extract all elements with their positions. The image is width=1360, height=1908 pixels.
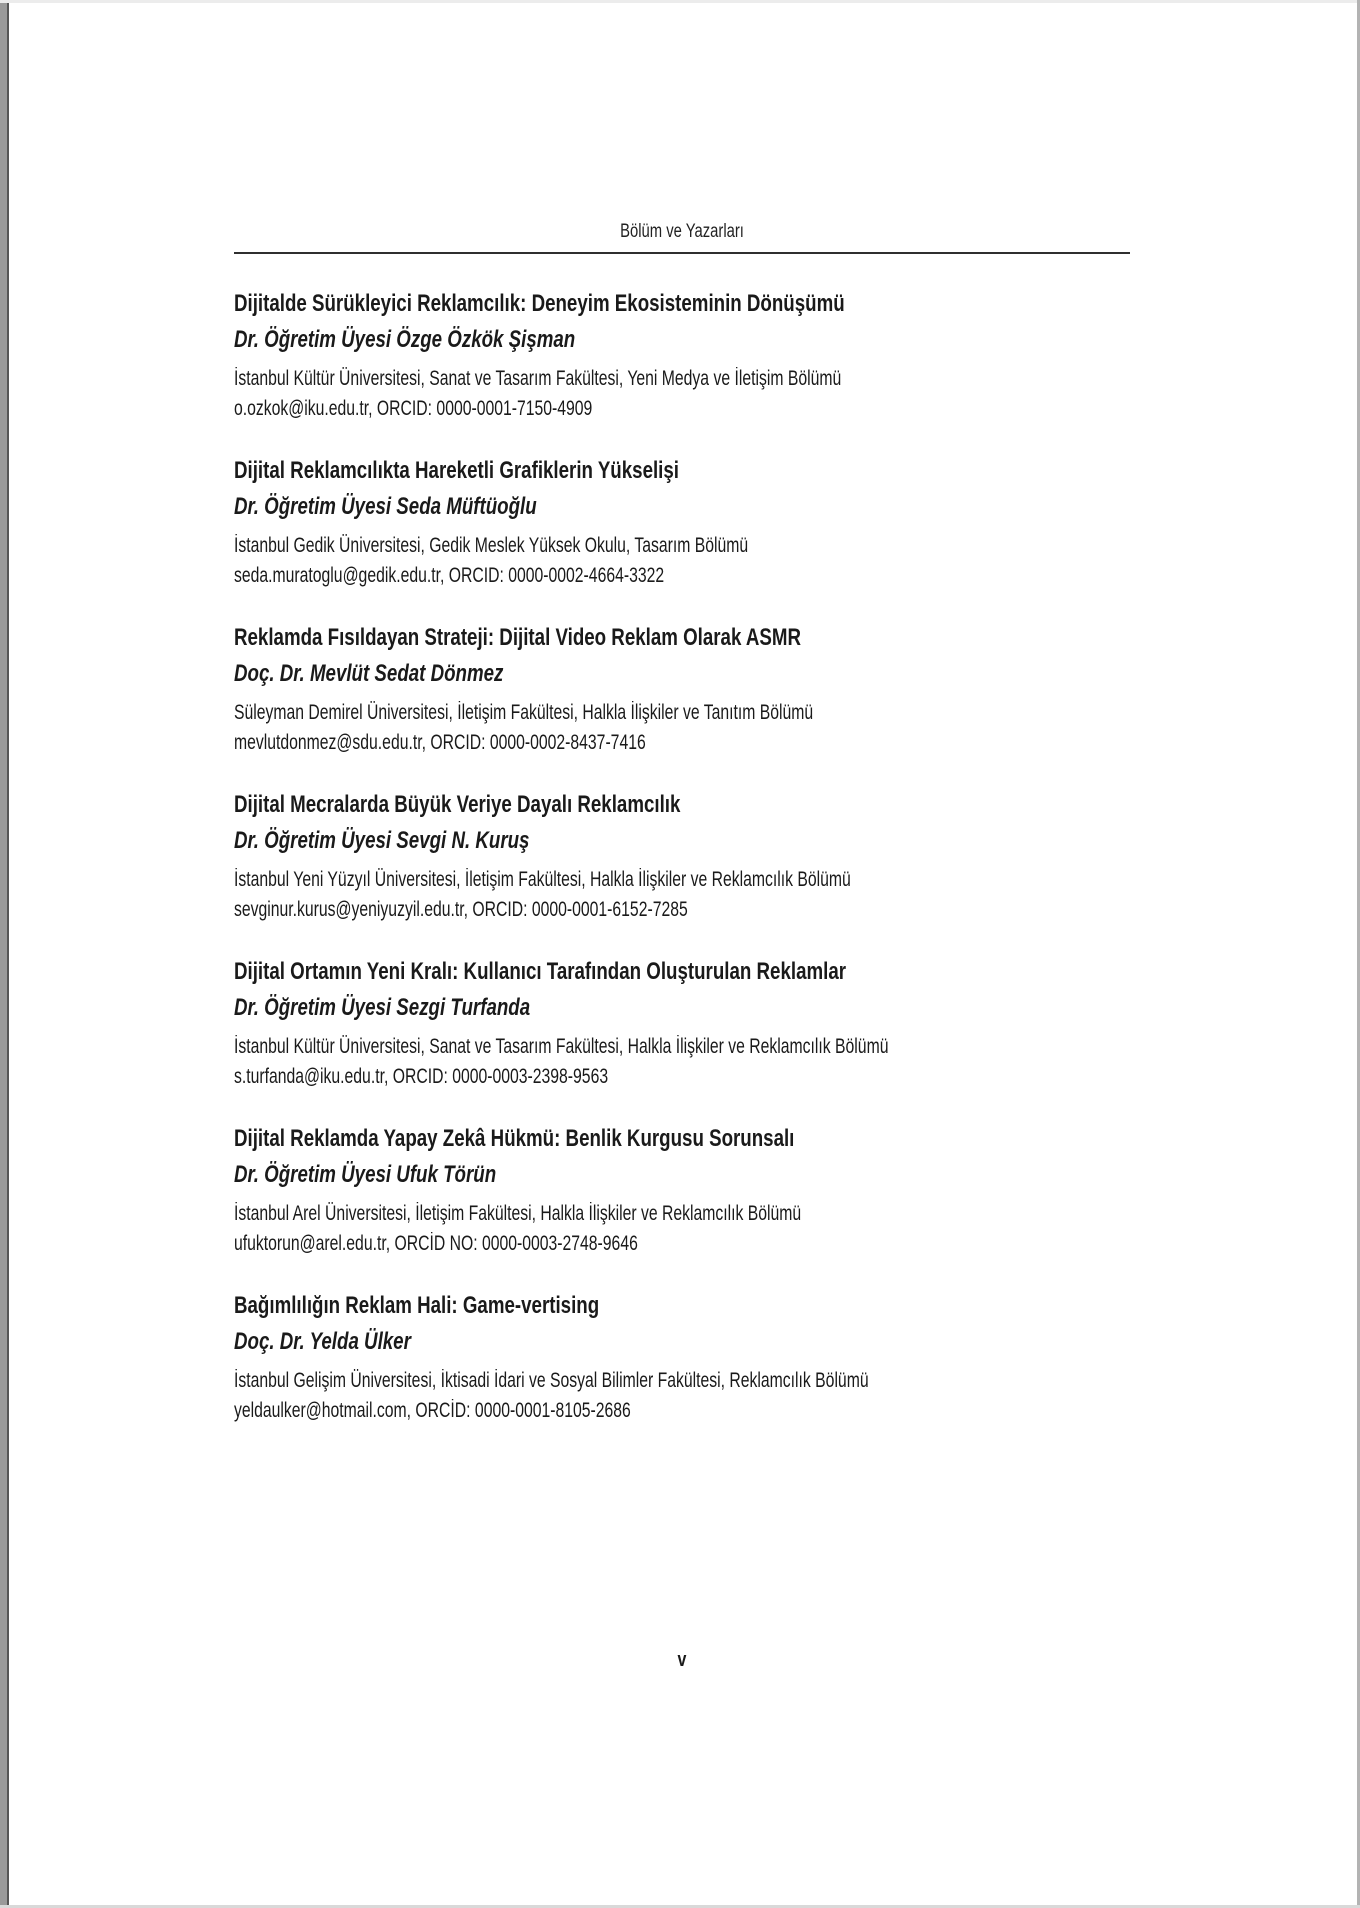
chapter-contact: o.ozkok@iku.edu.tr, ORCID: 0000-0001-7150-4909 [234, 397, 593, 420]
chapter-entry [234, 958, 1174, 1089]
chapter-contact: seda.muratoglu@gedik.edu.tr, ORCID: 0000-0002-4664-3322 [234, 564, 665, 587]
chapter-contact: sevginur.kurus@yeniyuzyil.edu.tr, ORCID: 0000-0001-6152-7285 [234, 898, 688, 921]
chapter-title: Dijital Ortamın Yeni Kralı: Kullanıcı Tarafından Oluşturulan Reklamlar [234, 958, 847, 985]
page-left-frame [0, 0, 7, 1908]
header-rule [234, 252, 1130, 254]
chapter-entry [234, 1292, 1174, 1423]
chapter-entry [234, 290, 1174, 421]
chapter-contact: ufuktorun@arel.edu.tr, ORCİD NO: 0000-0003-2748-9646 [234, 1232, 638, 1255]
chapter-title: Dijitalde Sürükleyici Reklamcılık: Deneyim Ekosisteminin Dönüşümü [234, 290, 845, 317]
page-top-edge [0, 0, 1360, 3]
chapter-entry [234, 1125, 1174, 1256]
chapter-affiliation: İstanbul Gedik Üniversitesi, Gedik Meslek Yüksek Okulu, Tasarım Bölümü [234, 534, 749, 557]
chapter-title: Dijital Mecralarda Büyük Veriye Dayalı Reklamcılık [234, 791, 681, 818]
chapter-affiliation: İstanbul Gelişim Üniversitesi, İktisadi İdari ve Sosyal Bilimler Fakültesi, Reklamcılık Bölümü [234, 1369, 869, 1392]
chapter-entry [234, 791, 1174, 922]
chapter-author: Doç. Dr. Mevlüt Sedat Dönmez [234, 660, 504, 687]
chapter-affiliation: İstanbul Arel Üniversitesi, İletişim Fakültesi, Halkla İlişkiler ve Reklamcılık Bölümü [234, 1202, 802, 1225]
chapter-author: Doç. Dr. Yelda Ülker [234, 1328, 411, 1355]
chapter-list [234, 290, 1174, 1459]
chapter-entry [234, 624, 1174, 755]
chapter-author: Dr. Öğretim Üyesi Özge Özkök Şişman [234, 326, 576, 353]
chapter-title: Bağımlılığın Reklam Hali: Game-vertising [234, 1292, 600, 1319]
chapter-title: Dijital Reklamcılıkta Hareketli Grafiklerin Yükselişi [234, 457, 680, 484]
chapter-author: Dr. Öğretim Üyesi Sezgi Turfanda [234, 994, 531, 1021]
chapter-affiliation: İstanbul Kültür Üniversitesi, Sanat ve Tasarım Fakültesi, Halkla İlişkiler ve Reklamcılık Bölümü [234, 1035, 889, 1058]
running-header: Bölüm ve Yazarları [620, 221, 744, 242]
chapter-contact: yeldaulker@hotmail.com, ORCİD: 0000-0001-8105-2686 [234, 1399, 631, 1422]
chapter-author: Dr. Öğretim Üyesi Seda Müftüoğlu [234, 493, 537, 520]
chapter-affiliation: İstanbul Kültür Üniversitesi, Sanat ve Tasarım Fakültesi, Yeni Medya ve İletişim Bölümü [234, 367, 842, 390]
chapter-contact: s.turfanda@iku.edu.tr, ORCID: 0000-0003-2398-9563 [234, 1065, 609, 1088]
chapter-affiliation: İstanbul Yeni Yüzyıl Üniversitesi, İletişim Fakültesi, Halkla İlişkiler ve Reklamcılık Bölümü [234, 868, 851, 891]
page-left-frame-line [7, 0, 9, 1908]
page-number: v [677, 1649, 687, 1671]
chapter-entry [234, 457, 1174, 588]
chapter-author: Dr. Öğretim Üyesi Ufuk Törün [234, 1161, 497, 1188]
chapter-title: Reklamda Fısıldayan Strateji: Dijital Video Reklam Olarak ASMR [234, 624, 802, 651]
chapter-author: Dr. Öğretim Üyesi Sevgi N. Kuruş [234, 827, 530, 854]
chapter-contact: mevlutdonmez@sdu.edu.tr, ORCID: 0000-0002-8437-7416 [234, 731, 646, 754]
chapter-title: Dijital Reklamda Yapay Zekâ Hükmü: Benlik Kurgusu Sorunsalı [234, 1125, 795, 1152]
chapter-affiliation: Süleyman Demirel Üniversitesi, İletişim Fakültesi, Halkla İlişkiler ve Tanıtım Bölümü [234, 701, 814, 724]
